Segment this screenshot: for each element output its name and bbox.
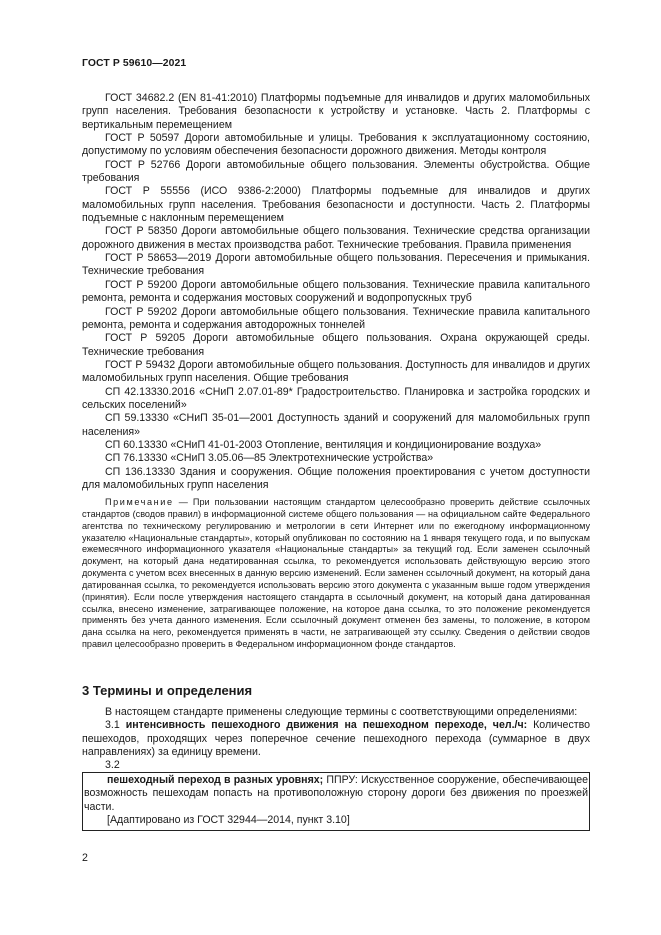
reference-item: ГОСТ Р 59200 Дороги автомобильные общего пользования. Технические правила капитального ремонта, ремонта и содержания мостовых сооружений и водопропускных труб [82, 278, 590, 305]
reference-item: СП 136.13330 Здания и сооружения. Общие положения проектирования с учетом доступности для маломобильных групп населения [82, 465, 590, 491]
reference-item: ГОСТ Р 55556 (ИСО 9386-2:2000) Платформы подъемные для инвалидов и других маломобильных групп населения. Требования безопасности и доступности. Часть 2. Платформы подъемные с наклонным перемещением [82, 185, 590, 225]
term-title: интенсивность пешеходного движения на пешеходном переходе, чел./ч: [125, 719, 528, 732]
normative-references [82, 92, 590, 492]
reference-item: СП 76.13330 «СНиП 3.05.06—85 Электротехнические устройства» [105, 452, 434, 465]
section-body [82, 706, 590, 773]
term-number-3-2: 3.2 [105, 759, 120, 772]
term-definition: Искусственное сооружение, обеспечивающее возможность пешеходам попасть на противоположную сторону дороги без движения по проезжей части. [84, 774, 588, 813]
term-3-2-text [83, 774, 589, 814]
reference-item: СП 42.13330.2016 «СНиП 2.07.01-89* Градостроительство. Планировка и застройка городских и сельских поселений» [82, 385, 590, 411]
reference-item: ГОСТ Р 59432 Дороги автомобильные общего пользования. Доступность для инвалидов и других маломобильных групп населения. Общие требования [82, 358, 590, 385]
section-intro: В настоящем стандарте применены следующие термины с соответствующими определениями: [105, 706, 578, 718]
reference-item: ГОСТ Р 59202 Дороги автомобильные общего пользования. Технические правила капитального ремонта, ремонта и содержания автодорожных тоннелей [82, 305, 590, 331]
reference-item: ГОСТ Р 58653—2019 Дороги автомобильные общего пользования. Пересечения и примыкания. Технические требования [82, 252, 590, 278]
term-number: 3.1 [105, 719, 120, 732]
reference-item: ГОСТ Р 52766 Дороги автомобильные общего пользования. Элементы обустройства. Общие требования [82, 158, 590, 185]
note-text: — При пользовании настоящим стандартом целесообразно проверить действие ссылочных стандартов (сводов правил) в информационной системе общего пользования — на официальном сайте Федерального агентства по техническому регулированию и метрологии в сети Интернет или по ежегодному информационному указателю «Национальные стандарты», который опубликован по состоянию на 1 января текущего года, и по выпускам ежемесячного информационного указателя «Национальные стандарты» за текущий год. Если заменен ссылочный документ, на который дана недатированная ссылка, то рекомендуется использовать действующую версию этого документа с учетом всех внесенных в данную версию изменений. Если заменен ссылочный документ, на который дана датированная ссылка, то рекомендуется использовать версию этого документа с указанным выше годом утверждения (принятия). Если после утверждения настоящего стандарта в ссылочный документ, на который дана датированная ссылка, внесено изменение, затрагивающее положение, на которое дана ссылка, то это положение рекомендуется применять без учета данного изменения. Если ссылочный документ отменен без замены, то положение, в котором дана ссылка на него, рекомендуется применять в части, не затрагивающей эту ссылку. Сведения о действии сводов правил целесообразно проверить в Федеральном информационном фонде стандартов. [82, 497, 591, 650]
document-header: ГОСТ Р 59610—2021 [82, 58, 187, 69]
reference-item: ГОСТ Р 50597 Дороги автомобильные и улицы. Требования к эксплуатационному состоянию, допустимому по условиям обеспечения безопасности дорожного движения. Методы контроля [82, 132, 590, 158]
reference-item: СП 60.13330 «СНиП 41-01-2003 Отопление, вентиляция и кондиционирование воздуха» [105, 438, 542, 451]
reference-item: ГОСТ Р 58350 Дороги автомобильные общего пользования. Технические средства организации дорожного движения в местах производства работ. Технические требования. Правила применения [82, 225, 590, 251]
reference-item: СП 59.13330 «СНиП 35-01—2001 Доступность зданий и сооружений для маломобильных групп населения» [82, 412, 590, 438]
term-source: [Адаптировано из ГОСТ 32944—2014, пункт 3.10] [107, 814, 350, 827]
reference-item: ГОСТ Р 59205 Дороги автомобильные общего пользования. Охрана окружающей среды. Технические требования [82, 332, 590, 358]
term-3-1 [82, 719, 590, 759]
term-abbr: ППРУ: [326, 774, 358, 786]
note-label: Примечание [105, 497, 174, 507]
term-3-2-box [82, 772, 590, 831]
note-block [82, 497, 590, 651]
note-paragraph [82, 497, 590, 651]
term-definition: Количество пешеходов, проходящих через поперечное сечение пешеходного перехода (суммарное в двух направлениях) за единицу времени. [82, 719, 590, 759]
reference-item: ГОСТ 34682.2 (EN 81-41:2010) Платформы подъемные для инвалидов и других маломобильных групп населения. Требования безопасности к устройству и установке. Часть 2. Платформы с вертикальным перемещением [82, 92, 590, 131]
section-heading: 3 Термины и определения [82, 683, 253, 698]
page-number: 2 [82, 852, 88, 864]
term-title: пешеходный переход в разных уровнях; [107, 774, 324, 786]
